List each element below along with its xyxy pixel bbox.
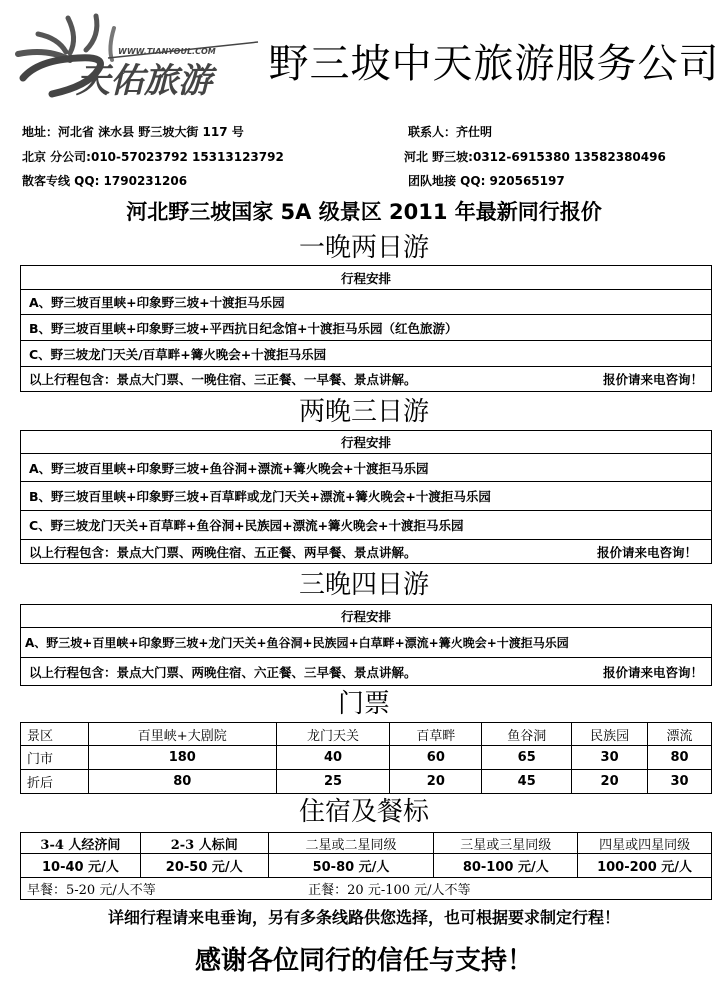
ticket-cell: 60 <box>390 746 482 770</box>
logo-url: WWW.TIANYOUL.COM <box>118 47 216 56</box>
ticket-cell: 25 <box>276 770 390 794</box>
tickets-table <box>20 722 712 794</box>
tour2-inquiry: 报价请来电咨询！ <box>596 544 697 560</box>
footer-line-1: 详细行程请来电垂询，另有多条线路供您选择，也可根据要求制定行程！ <box>107 908 620 927</box>
company-name: 野三坡中天旅游服务公司 <box>268 41 720 87</box>
ticket-row-label: 门市 <box>21 746 89 770</box>
tour3-includes-row <box>21 658 711 685</box>
tour2-title: 两晚三日游 <box>298 397 429 427</box>
footer-line-2: 感谢各位同行的信任与支持！ <box>194 946 533 976</box>
tour3-route-a: A、野三坡+百里峡+印象野三坡+龙门天关+鱼谷洞+民族园+白草畔+漂流+篝火晚会+十渡拒马乐园 <box>21 628 711 658</box>
tour3-inquiry: 报价请来电咨询！ <box>602 664 703 680</box>
ticket-cell: 20 <box>572 770 648 794</box>
tour2-table <box>20 430 712 564</box>
lodging-table <box>20 832 712 900</box>
tickets-col-4: 鱼谷洞 <box>482 723 572 746</box>
lodging-header-row <box>21 833 712 854</box>
lodging-price: 10-40 元/人 <box>21 854 141 878</box>
tickets-col-3: 百草畔 <box>390 723 482 746</box>
tour1-inquiry: 报价请来电咨询！ <box>602 372 703 387</box>
tour3-title: 三晚四日游 <box>298 570 429 600</box>
lodging-col-1: 2-3 人标间 <box>140 833 268 854</box>
ticket-cell: 20 <box>390 770 482 794</box>
individual-qq: 散客专线 QQ: 1790231206 <box>22 174 188 188</box>
lodging-col-2: 二星或二星同级 <box>268 833 434 854</box>
tour1-route-a: A、野三坡百里峡+印象野三坡+十渡拒马乐园 <box>21 290 711 315</box>
tour2-route-a: A、野三坡百里峡+印象野三坡+鱼谷洞+漂流+篝火晚会+十渡拒马乐园 <box>21 454 711 482</box>
tour1-route-c: C、野三坡龙门天关/百草畔+篝火晚会+十渡拒马乐园 <box>21 341 711 367</box>
tickets-col-5: 民族园 <box>572 723 648 746</box>
logo-text: 天佑旅游 <box>76 61 212 100</box>
tickets-col-1: 百里峡+大剧院 <box>88 723 276 746</box>
beijing-office: 北京 分公司:010-57023792 15313123792 <box>22 150 284 164</box>
table-row <box>21 746 712 770</box>
tour2-includes: 以上行程包含：景点大门票、两晚住宿、五正餐、两早餐、景点讲解。 <box>29 544 417 560</box>
ticket-cell: 40 <box>276 746 390 770</box>
tickets-col-2: 龙门天关 <box>276 723 390 746</box>
ticket-cell: 80 <box>88 770 276 794</box>
ticket-cell: 180 <box>88 746 276 770</box>
lodging-col-4: 四星或四星同级 <box>578 833 712 854</box>
group-qq: 团队地接 QQ: 920565197 <box>408 174 565 188</box>
tour2-includes-row <box>21 540 711 563</box>
lodging-col-3: 三星或三星同级 <box>434 833 578 854</box>
lodging-col-0: 3-4 人经济间 <box>21 833 141 854</box>
tour1-header: 行程安排 <box>21 266 711 290</box>
lodging-price: 80-100 元/人 <box>434 854 578 878</box>
table-row <box>21 770 712 794</box>
ticket-cell: 30 <box>648 770 712 794</box>
ticket-cell: 30 <box>572 746 648 770</box>
tickets-title: 门票 <box>337 689 390 719</box>
table-row <box>21 854 712 878</box>
lodging-price: 100-200 元/人 <box>578 854 712 878</box>
tour2-header: 行程安排 <box>21 431 711 454</box>
tour2-route-c: C、野三坡龙门天关+百草畔+鱼谷洞+民族园+漂流+篝火晚会+十渡拒马乐园 <box>21 511 711 540</box>
tour2-route-b: B、野三坡百里峡+印象野三坡+百草畔或龙门天关+漂流+篝火晚会+十渡拒马乐园 <box>21 482 711 511</box>
tour3-table <box>20 604 712 686</box>
lodging-title: 住宿及餐标 <box>298 797 429 827</box>
meal-note: 正餐：20 元-100 元/人不等 <box>268 878 711 900</box>
tickets-col-0: 景区 <box>21 723 89 746</box>
ticket-cell: 80 <box>648 746 712 770</box>
tour1-includes-row <box>21 367 711 391</box>
breakfast-note: 早餐：5-20 元/人不等 <box>21 878 269 900</box>
ticket-row-label: 折后 <box>21 770 89 794</box>
meal-row <box>21 878 712 900</box>
tour1-route-b: B、野三坡百里峡+印象野三坡+平西抗日纪念馆+十渡拒马乐园（红色旅游） <box>21 315 711 341</box>
company-logo <box>8 8 266 100</box>
ticket-cell: 45 <box>482 770 572 794</box>
lodging-price: 20-50 元/人 <box>140 854 268 878</box>
tour3-includes: 以上行程包含：景点大门票、两晚住宿、六正餐、三早餐、景点讲解。 <box>29 664 417 680</box>
lodging-price: 50-80 元/人 <box>268 854 434 878</box>
tickets-col-6: 漂流 <box>648 723 712 746</box>
address: 地址：河北省 涞水县 野三坡大街 117 号 <box>22 125 244 139</box>
ticket-cell: 65 <box>482 746 572 770</box>
contact-person: 联系人：齐仕明 <box>408 125 493 139</box>
tour1-includes: 以上行程包含：景点大门票、一晚住宿、三正餐、一早餐、景点讲解。 <box>29 372 417 387</box>
page-headline: 河北野三坡国家 5A 级景区 2011 年最新同行报价 <box>126 200 602 224</box>
hebei-office: 河北 野三坡:0312-6915380 13582380496 <box>404 150 666 164</box>
tour1-title: 一晚两日游 <box>298 233 429 263</box>
logo-graphic <box>8 8 266 100</box>
tour1-table <box>20 265 712 392</box>
tour3-header: 行程安排 <box>21 605 711 628</box>
tickets-header-row <box>21 723 712 746</box>
